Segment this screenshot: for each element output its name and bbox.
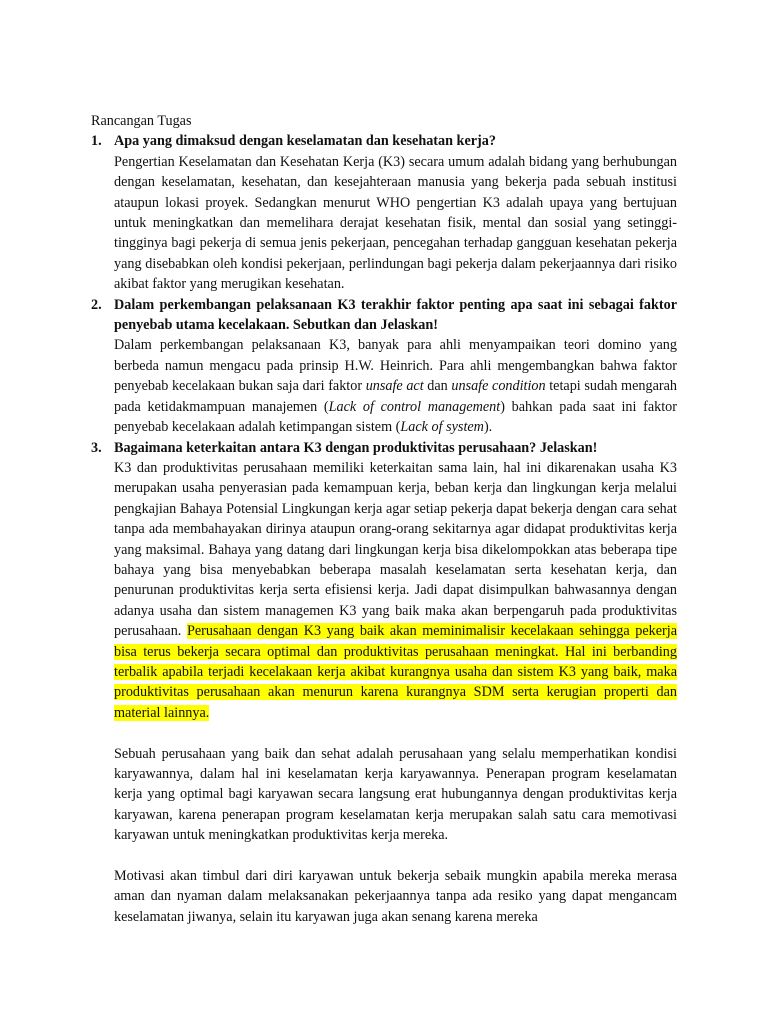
answer-2 <box>91 335 677 437</box>
question-2 <box>91 295 677 336</box>
answer-3-plain: K3 dan produktivitas perusahaan memiliki keterkaitan sama lain, hal ini dikarenakan usaha K3 merupakan usaha penyerasian pada kemampuan kerja, beban kerja dan lingkungan kerja melalui pengkajian Bahaya Potensial Lingkungan kerja agar setiap pekerja dapat bekerja dengan cara sehat tanpa ada membahayakan dirinya ataupun orang-orang sekitarnya agar didapat produktivitas kerja yang maksimal. Bahaya yang datang dari lingkungan kerja bisa dikelompokkan atas beberapa tipe bahaya yang bisa menyebabkan beberapa masalah keselamatan serta kesehatan kerja, dan penurunan produktivitas kerja serta efisiensi kerja. Jadi dapat disimpulkan bahwasannya dengan adanya usaha dan sistem managemen K3 yang baik maka akan berpengaruh pada produktivitas perusahaan. <box>114 459 677 640</box>
paragraph-gap <box>91 846 677 866</box>
answer-3 <box>91 458 677 723</box>
question-2-number: 2. <box>91 296 102 313</box>
question-1-number: 1. <box>91 133 102 150</box>
question-1 <box>91 131 677 151</box>
paragraph-5: Motivasi akan timbul dari diri karyawan untuk bekerja sebaik mungkin apabila mereka merasa aman dan nyaman dalam melaksanakan pekerjaannya tanpa ada resiko yang dapat mengancam keselamatan jiwanya, selain itu karyawan juga akan senang karena mereka <box>114 868 677 925</box>
question-3-number: 3. <box>91 439 102 456</box>
question-3 <box>91 438 677 458</box>
document-body <box>91 111 677 927</box>
paragraph-gap <box>91 723 677 743</box>
answer-2-part-5: ). <box>483 419 493 436</box>
question-1-text: Apa yang dimaksud dengan keselamatan dan kesehatan kerja? <box>114 133 496 150</box>
answer-2-part-4: ) bahkan pada saat ini faktor penyebab kecelakaan adalah ketimpangan sistem ( <box>114 398 677 436</box>
answer-2-italic-lack-of-control: Lack of control management <box>328 398 501 415</box>
answer-2-italic-unsafe-condition: unsafe condition <box>451 378 546 395</box>
document-title: Rancangan Tugas <box>91 113 192 129</box>
answer-2-italic-unsafe-act: unsafe act <box>365 378 424 395</box>
answer-2-part-3: tetapi sudah mengarah pada ketidakmampuan manajemen ( <box>114 378 677 415</box>
answer-1: Pengertian Keselamatan dan Kesehatan Kerja (K3) secara umum adalah bidang yang berhubungan dengan keselamatan, kesehatan, dan kesejahteraan manusia yang bekerja pada sebuah institusi ataupun lokasi proyek. Sedangkan menurut WHO pengertian K3 adalah upaya yang bertujuan untuk meningkatkan dan memelihara derajat kesehatan fisik, mental dan sosial yang setinggi-tingginya bagi pekerja di semua jenis pekerjaan, pencegahan terhadap gangguan kesehatan pekerja yang disebabkan oleh kondisi pekerjaan, perlindungan bagi pekerja dalam pekerjaannya dari risiko akibat faktor yang merugikan kesehatan. <box>114 153 677 293</box>
answer-2-italic-lack-of-system: Lack of system <box>400 419 484 436</box>
question-3-text: Bagaimana keterkaitan antara K3 dengan produktivitas perusahaan? Jelaskan! <box>114 439 598 456</box>
answer-2-part-2: dan <box>423 378 452 395</box>
answer-3-highlight: Perusahaan dengan K3 yang baik akan meminimalisir kecelakaan sehingga pekerja bisa terus bekerja secara optimal dan produktivitas perusahaan meningkat. Hal ini berbanding terbalik apabila terjadi kecelakaan kerja akibat kurangnya usaha dan sistem K3 yang baik, maka produktivitas perusahaan akan menurun karena kurangnya SDM serta kerugian properti dan material lainnya. <box>114 623 678 721</box>
answer-2-part-1: Dalam perkembangan pelaksanaan K3, banyak para ahli menyampaikan teori domino yang berbeda namun mengacu pada prinsip H.W. Heinrich. Para ahli mengembangkan bahwa faktor penyebab kecelakaan bukan saja dari faktor <box>114 337 677 395</box>
paragraph-4: Sebuah perusahaan yang baik dan sehat adalah perusahaan yang selalu memperhatikan kondisi karyawannya, dalam hal ini keselamatan kerja karyawannya. Penerapan program keselamatan kerja yang optimal bagi karyawan secara langsung erat hubungannya dengan produktivitas kerja karyawan, karena penerapan program keselamatan kerja merupakan salah satu cara memotivasi karyawan untuk meningkatkan produktivitas kerja mereka. <box>114 745 677 844</box>
question-2-text: Dalam perkembangan pelaksanaan K3 terakhir faktor penting apa saat ini sebagai faktor penyebab utama kecelakaan. Sebutkan dan Jelaskan! <box>114 296 677 334</box>
